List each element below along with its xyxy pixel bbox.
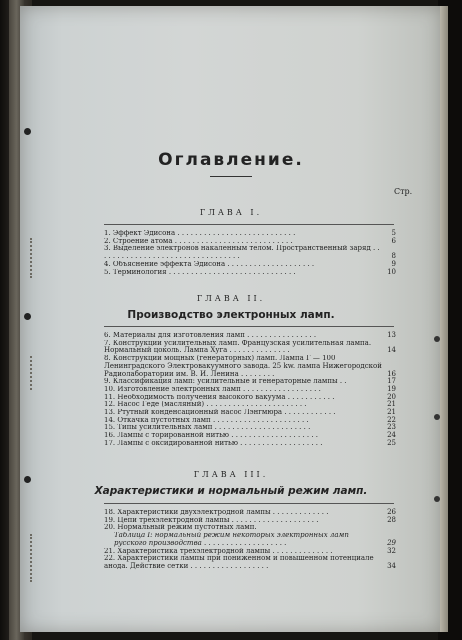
toc-entry: 14. Откачка пустотных ламп . . . . . . . . . . . . . . . . . . . . . . 22 (104, 415, 396, 424)
page-number: 10 (387, 267, 396, 276)
chapter-title: Характеристики и нормальный режим ламп. (94, 485, 368, 497)
page-number: 13 (387, 331, 396, 339)
page-number: 25 (387, 438, 396, 447)
page-number: 6 (391, 236, 396, 245)
chapter-entries (104, 332, 396, 448)
toc-entry: 3. Выделение электронов накаленным телом. Пространственный заряд . . . . . . . . . . . . . . . . . . . . . . . . . . . . . . . . . 8 (104, 245, 396, 261)
toc-entry: 12. Насос Геде (масляный) . . . . . . . . . . . . . . . . . . . . . . . 21 (104, 400, 396, 409)
chapter-label: ГЛАВА I. (199, 208, 263, 217)
chapter-rule (104, 503, 394, 504)
chapter-label: ГЛАВА II. (196, 294, 266, 303)
toc-entry: 13. Ртутный конденсационный насос Лэнгмюра . . . . . . . . . . . . 21 (104, 408, 396, 417)
page-number: 8 (391, 252, 396, 261)
toc-entry: 11. Необходимость получения высокого вакуума . . . . . . . . . . . 20 (104, 392, 396, 401)
toc-entry: 6. Материалы для изготовления ламп . . . . . . . . . . . . . . . . 13 (104, 331, 396, 339)
toc-entry: 17. Лампы с оксидированной нитью . . . . . . . . . . . . . . . . . . . 25 (104, 438, 396, 447)
chapter-rule (104, 224, 394, 225)
toc-subentry: Таблица I: нормальный режим некоторых электронных ламп русского производства . . . . . . . . . . . . . . . . . . . 29 (114, 532, 396, 547)
page-number: 20 (387, 392, 396, 401)
page-number: 34 (387, 561, 396, 570)
page-number: 28 (387, 515, 396, 524)
page-number: 23 (387, 423, 396, 432)
toc-entry: 20. Нормальный режим пустотных ламп. (104, 524, 257, 532)
page-number: 26 (387, 508, 396, 516)
page-number: 17 (387, 377, 396, 386)
page-number: 22 (387, 415, 396, 424)
book-page (20, 6, 442, 632)
page-number: 19 (387, 384, 396, 393)
table-of-contents (20, 6, 442, 632)
toc-entry: 2. Строение атома . . . . . . . . . . . . . . . . . . . . . . . . . . . 6 (104, 236, 396, 245)
chapter-rule (104, 326, 394, 327)
chapter-entries (104, 509, 396, 571)
page-number: 16 (387, 369, 396, 378)
toc-entry: 15. Типы усилительных ламп . . . . . . . . . . . . . . . . . . . . . . 23 (104, 423, 396, 432)
chapter-label: ГЛАВА III. (193, 470, 269, 479)
chapter-title: Производство электронных ламп. (127, 309, 335, 321)
toc-entry: 8. Конструкции мощных (генераторных) ламп. Лампа Г — 100 Ленинградского Электровакуумного завода. 25 kw. лампа Нижегородской Радиолаборатории им. В. И. Ленина . . . . . . . . 16 (104, 355, 396, 378)
toc-entry: 16. Лампы с торированной нитью . . . . . . . . . . . . . . . . . . . . 24 (104, 431, 396, 440)
page-number: 9 (391, 259, 396, 268)
page-number: 29 (387, 538, 396, 547)
chapter-entries (104, 230, 396, 276)
toc-entry: 22. Характеристики лампы при пониженном и повышенном потенциале анода. Действие сетки . . . . . . . . . . . . . . . . . . 34 (104, 555, 396, 570)
toc-entry: 5. Терминология . . . . . . . . . . . . . . . . . . . . . . . . . . . . . 10 (104, 267, 396, 276)
page-number: 21 (387, 400, 396, 409)
toc-entry: 1. Эффект Эдисона . . . . . . . . . . . . . . . . . . . . . . . . . . . 5 (104, 229, 396, 237)
toc-entry: 10. Изготовление электронных ламп . . . . . . . . . . . . . . . . . . 19 (104, 384, 396, 393)
page-title: Оглавление. (158, 150, 304, 170)
toc-entry: 9. Классификация ламп: усилительные и генераторные лампы . . 17 (104, 377, 396, 386)
page-number: 24 (387, 431, 396, 440)
page-number: 5 (391, 229, 396, 237)
page-number: 32 (387, 546, 396, 555)
title-rule (210, 176, 252, 177)
toc-entry: 19. Цепи трехэлектродной лампы . . . . . . . . . . . . . . . . . . . . 28 (104, 515, 396, 524)
toc-entry: 21. Характеристика трехэлектродной лампы . . . . . . . . . . . . . . 32 (104, 546, 396, 555)
toc-entry: 4. Объяснение эффекта Эдисона . . . . . . . . . . . . . . . . . . . . 9 (104, 259, 396, 268)
toc-entry: 7. Конструкции усилительных ламп. Французская усилительная лампа. Нормальный цоколь. Лампа Хуга . . . . . . . . . . . . . . 14 (104, 339, 396, 355)
page-column-header: Стр. (394, 187, 413, 196)
page-number: 14 (387, 346, 396, 355)
toc-entry: 18. Характеристики двухэлектродной лампы . . . . . . . . . . . . . 26 (104, 508, 396, 516)
page-number: 21 (387, 408, 396, 417)
